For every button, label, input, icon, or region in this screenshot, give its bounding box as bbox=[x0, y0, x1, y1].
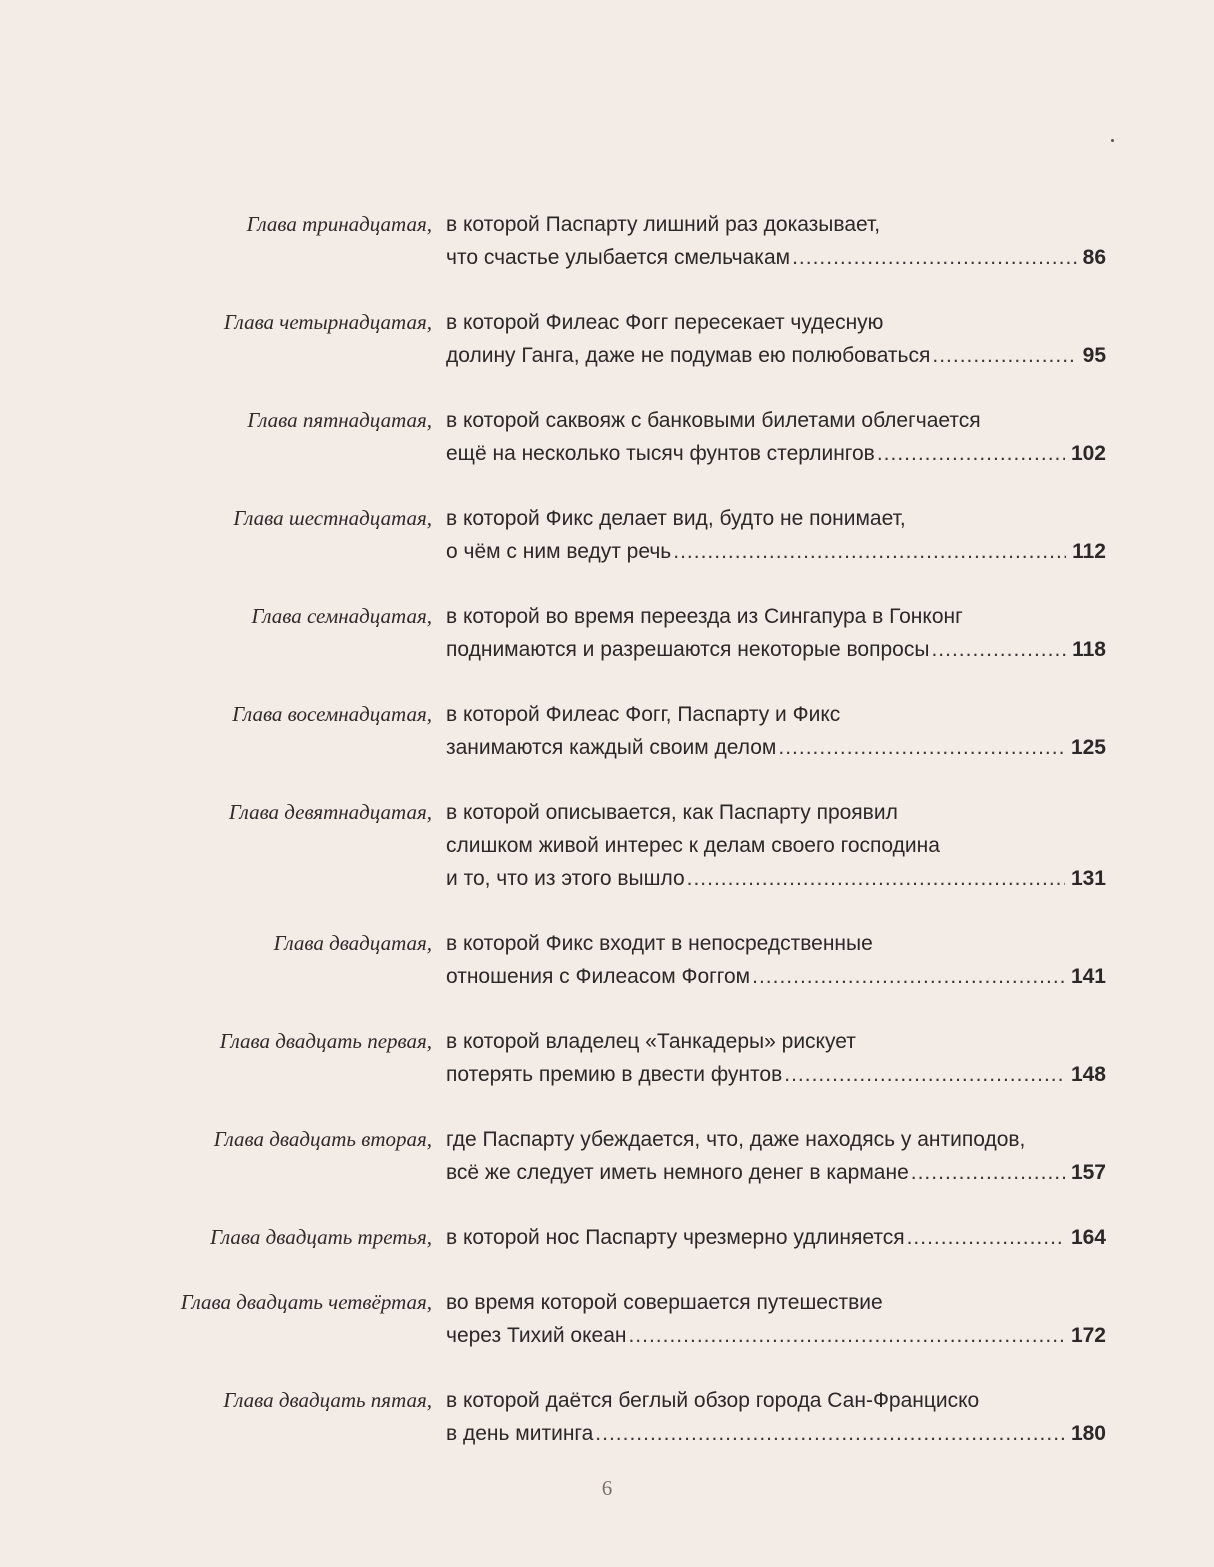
dot-leader bbox=[628, 1319, 1064, 1352]
description-line-text: и то, что из этого вышло bbox=[446, 867, 685, 890]
dot-leader bbox=[778, 731, 1065, 764]
chapter-label: Глава двадцать третья, bbox=[210, 1225, 432, 1249]
dot-leader bbox=[792, 241, 1077, 274]
description-line-text: в день митинга bbox=[446, 1422, 594, 1445]
description-line bbox=[446, 960, 1106, 993]
toc-entry bbox=[0, 208, 1214, 274]
description-line: в которой владелец «Танкадеры» рискует bbox=[446, 1030, 856, 1053]
page-reference: 112 bbox=[1072, 540, 1106, 563]
page-speck bbox=[1111, 139, 1114, 142]
page-reference: 180 bbox=[1070, 1422, 1106, 1445]
toc-entry bbox=[0, 306, 1214, 372]
description-line bbox=[446, 339, 1106, 372]
description-line bbox=[446, 1221, 1106, 1254]
dot-leader bbox=[907, 1221, 1065, 1254]
description-line-text: отношения с Филеасом Фоггом bbox=[446, 965, 751, 988]
chapter-label: Глава тринадцатая, bbox=[246, 212, 432, 236]
toc-entry bbox=[0, 698, 1214, 764]
dot-leader bbox=[673, 535, 1066, 568]
description-line-text: о чём с ним ведут речь bbox=[446, 540, 672, 563]
chapter-label: Глава девятнадцатая, bbox=[228, 800, 432, 824]
chapter-label: Глава пятнадцатая, bbox=[247, 408, 432, 432]
dot-leader bbox=[931, 633, 1066, 666]
description-line: в которой во время переезда из Сингапура в Гонконг bbox=[446, 605, 963, 628]
page-number: 6 bbox=[601, 1476, 613, 1500]
chapter-label: Глава шестнадцатая, bbox=[233, 506, 432, 530]
chapter-description bbox=[446, 796, 1106, 895]
description-line bbox=[446, 535, 1106, 568]
page-reference: 131 bbox=[1070, 867, 1106, 890]
description-line bbox=[446, 731, 1106, 764]
description-line: в которой Фикс входит в непосредственные bbox=[446, 932, 873, 955]
page-reference: 148 bbox=[1070, 1063, 1106, 1086]
toc-entry bbox=[0, 1221, 1214, 1254]
toc-entry bbox=[0, 796, 1214, 895]
chapter-label: Глава двадцать вторая, bbox=[213, 1127, 432, 1151]
description-line-text: всё же следует иметь немного денег в кармане bbox=[446, 1161, 909, 1184]
chapter-description bbox=[446, 208, 1106, 274]
toc-entry bbox=[0, 927, 1214, 993]
description-line bbox=[446, 241, 1106, 274]
toc-entry bbox=[0, 1286, 1214, 1352]
dot-leader bbox=[932, 339, 1076, 372]
description-line-text: занимаются каждый своим делом bbox=[446, 736, 777, 759]
dot-leader bbox=[911, 1156, 1065, 1189]
description-line bbox=[446, 1319, 1106, 1352]
chapter-description bbox=[446, 1123, 1106, 1189]
page-reference: 118 bbox=[1072, 638, 1106, 661]
toc-entry bbox=[0, 1384, 1214, 1450]
description-line bbox=[446, 1058, 1106, 1091]
description-line-text: в которой нос Паспарту чрезмерно удлиняется bbox=[446, 1226, 905, 1249]
page-reference: 157 bbox=[1070, 1161, 1106, 1184]
toc-entry bbox=[0, 404, 1214, 470]
description-line: в которой Филеас Фогг пересекает чудесную bbox=[446, 311, 884, 334]
description-line: слишком живой интерес к делам своего господина bbox=[446, 834, 940, 857]
page-reference: 164 bbox=[1070, 1226, 1106, 1249]
chapter-description bbox=[446, 1025, 1106, 1091]
description-line bbox=[446, 1156, 1106, 1189]
description-line: в которой описывается, как Паспарту проявил bbox=[446, 801, 898, 824]
chapter-label: Глава четырнадцатая, bbox=[223, 310, 432, 334]
description-line-text: через Тихий океан bbox=[446, 1324, 627, 1347]
description-line-text: ещё на несколько тысяч фунтов стерлингов bbox=[446, 442, 875, 465]
dot-leader bbox=[595, 1417, 1065, 1450]
chapter-description bbox=[446, 502, 1106, 568]
toc-entry bbox=[0, 600, 1214, 666]
description-line: в которой Паспарту лишний раз доказывает, bbox=[446, 213, 881, 236]
dot-leader bbox=[784, 1058, 1065, 1091]
dot-leader bbox=[877, 437, 1065, 470]
table-of-contents bbox=[0, 208, 1214, 1482]
chapter-label: Глава двадцать четвёртая, bbox=[180, 1290, 432, 1314]
description-line bbox=[446, 1417, 1106, 1450]
chapter-description bbox=[446, 927, 1106, 993]
description-line bbox=[446, 862, 1106, 895]
page-reference: 172 bbox=[1070, 1324, 1106, 1347]
page-reference: 102 bbox=[1070, 442, 1106, 465]
chapter-description bbox=[446, 600, 1106, 666]
description-line: во время которой совершается путешествие bbox=[446, 1291, 883, 1314]
description-line-text: потерять премию в двести фунтов bbox=[446, 1063, 783, 1086]
chapter-label: Глава двадцать первая, bbox=[219, 1029, 432, 1053]
chapter-description bbox=[446, 306, 1106, 372]
description-line bbox=[446, 437, 1106, 470]
description-line bbox=[446, 633, 1106, 666]
description-line: где Паспарту убеждается, что, даже находясь у антиподов, bbox=[446, 1128, 1026, 1151]
page-reference: 86 bbox=[1082, 246, 1106, 269]
page-reference: 95 bbox=[1082, 344, 1106, 367]
chapter-label: Глава двадцатая, bbox=[273, 931, 432, 955]
description-line: в которой Фикс делает вид, будто не понимает, bbox=[446, 507, 906, 530]
description-line-text: поднимаются и разрешаются некоторые вопросы bbox=[446, 638, 930, 661]
toc-entry bbox=[0, 1123, 1214, 1189]
chapter-description bbox=[446, 698, 1106, 764]
chapter-description bbox=[446, 1286, 1106, 1352]
description-line: в которой Филеас Фогг, Паспарту и Фикс bbox=[446, 703, 841, 726]
chapter-label: Глава двадцать пятая, bbox=[223, 1388, 432, 1412]
toc-entry bbox=[0, 502, 1214, 568]
chapter-description bbox=[446, 1221, 1106, 1254]
chapter-label: Глава семнадцатая, bbox=[251, 604, 432, 628]
dot-leader bbox=[687, 862, 1065, 895]
description-line: в которой даётся беглый обзор города Сан-Франциско bbox=[446, 1389, 980, 1412]
description-line-text: долину Ганга, даже не подумав ею полюбоваться bbox=[446, 344, 931, 367]
dot-leader bbox=[752, 960, 1065, 993]
page-reference: 125 bbox=[1070, 736, 1106, 759]
toc-entry bbox=[0, 1025, 1214, 1091]
page-reference: 141 bbox=[1070, 965, 1106, 988]
chapter-label: Глава восемнадцатая, bbox=[232, 702, 432, 726]
description-line: в которой саквояж с банковыми билетами облегчается bbox=[446, 409, 981, 432]
chapter-description bbox=[446, 404, 1106, 470]
chapter-description bbox=[446, 1384, 1106, 1450]
description-line-text: что счастье улыбается смельчакам bbox=[446, 246, 791, 269]
